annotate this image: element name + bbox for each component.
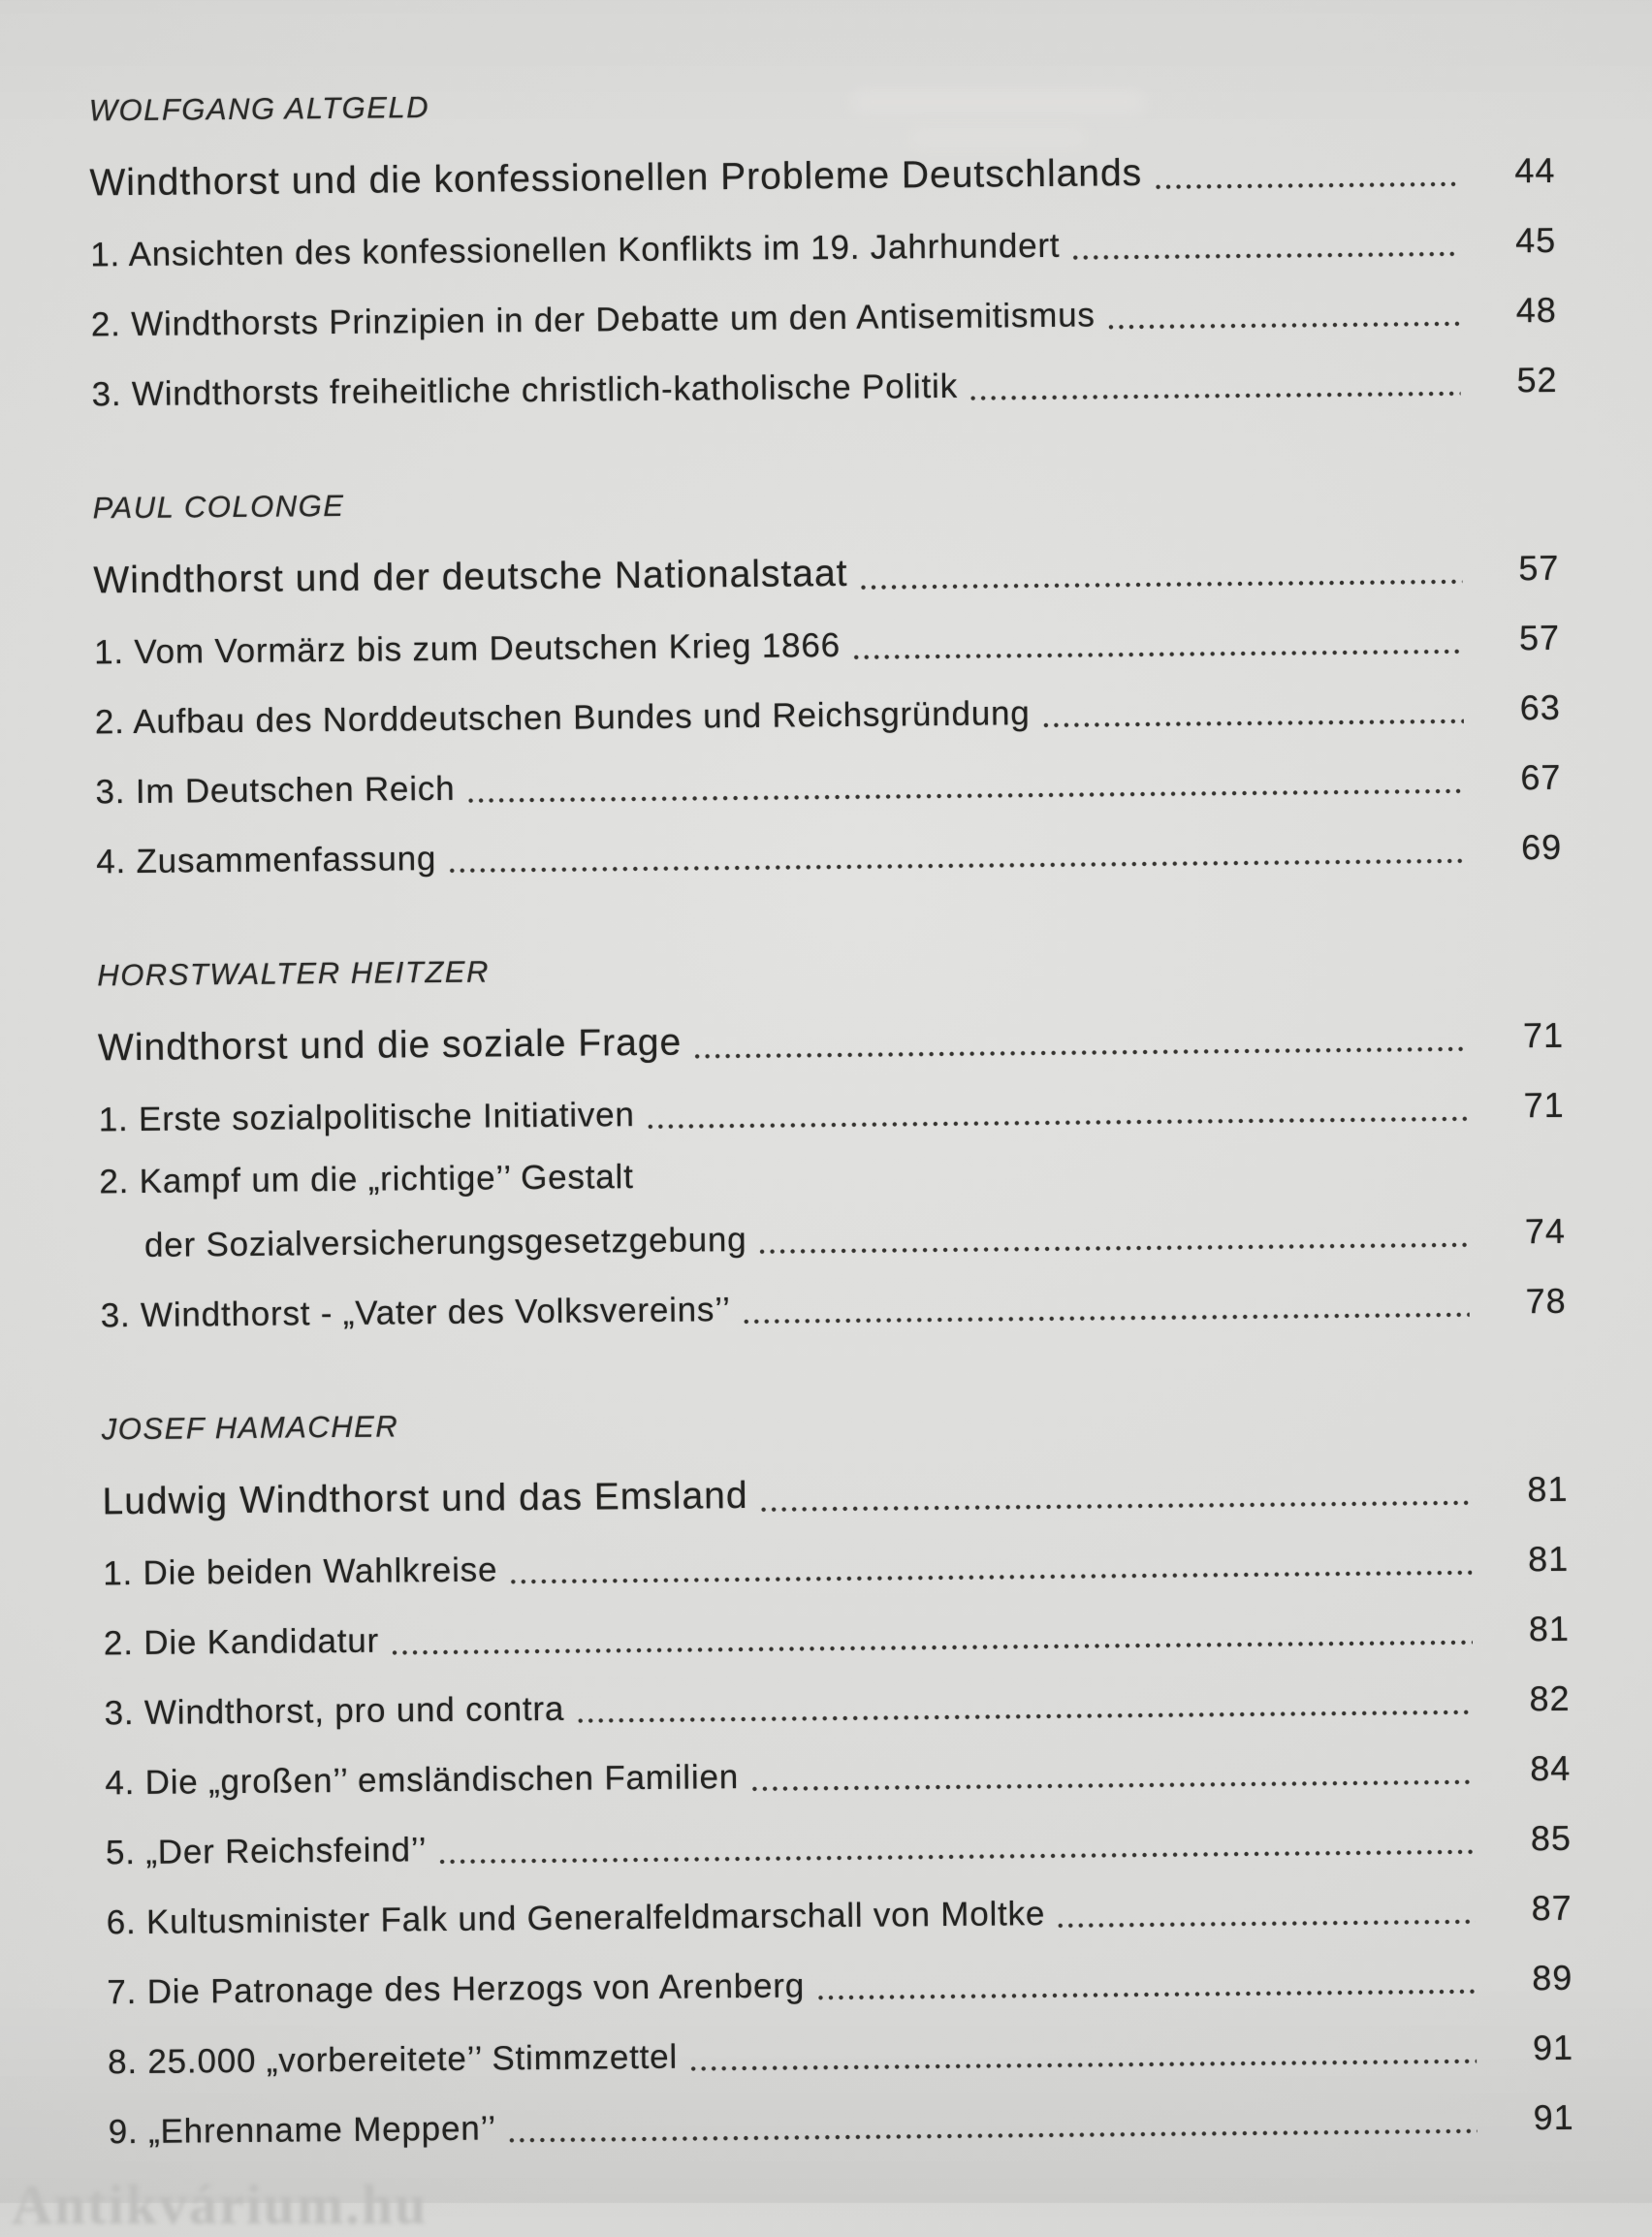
entry-text: 1. Erste sozialpolitische Initiativen (98, 1096, 635, 1139)
page-number: 91 (1533, 2096, 1574, 2138)
page-number: 87 (1531, 1887, 1573, 1929)
dot-leader (969, 390, 1461, 402)
entry-text: Windthorst und der deutsche Nationalstaat (93, 552, 848, 602)
dot-leader (816, 1988, 1476, 2002)
dot-leader (1057, 1918, 1476, 1930)
page-number: 85 (1530, 1817, 1573, 1859)
dot-leader (391, 1639, 1473, 1657)
entry-text: Windthorst und die soziale Frage (97, 1021, 683, 1070)
entry-text: 3. Windthorst - „Vater des Volksvereins’’ (100, 1291, 731, 1335)
page-number: 71 (1522, 1014, 1565, 1056)
page-number: 81 (1528, 1608, 1571, 1649)
page-number: 63 (1519, 687, 1561, 728)
dot-leader (743, 1311, 1470, 1326)
entry-text: 4. Zusammenfassung (96, 839, 437, 881)
dot-leader (1071, 250, 1459, 262)
page-number: 89 (1532, 1957, 1573, 1998)
dot-leader (448, 857, 1465, 875)
page-number: 82 (1529, 1678, 1571, 1719)
toc-section (97, 941, 1567, 1348)
page-number: 67 (1520, 756, 1562, 798)
entry-text: 2. Kampf um die „richtige’’ Gestalt (99, 1158, 634, 1201)
page-number: 84 (1530, 1747, 1572, 1789)
page-number: 71 (1523, 1084, 1565, 1126)
dot-leader (509, 1569, 1472, 1586)
entry-text: 7. Die Patronage des Herzogs von Arenberg (107, 1966, 806, 2012)
entry-text: Windthorst und die konfessionellen Probleme Deutschlands (89, 151, 1143, 205)
entry-text: 3. Windthorst, pro und contra (104, 1689, 565, 1733)
toc (89, 76, 1575, 2224)
entry-text: 3. Im Deutschen Reich (95, 769, 456, 812)
dot-leader (1107, 320, 1460, 331)
page-number: 91 (1532, 2027, 1574, 2068)
toc-entry-row (100, 1264, 1567, 1349)
page-number: 57 (1518, 617, 1561, 658)
page-number: 74 (1524, 1210, 1567, 1252)
page-number: 52 (1516, 359, 1558, 400)
dot-leader (760, 1499, 1472, 1514)
section-author: PAUL COLONGE (92, 488, 345, 526)
dot-leader (438, 1848, 1475, 1866)
entry-text: 2. Windthorsts Prinzipien in der Debatte um den Antisemitismus (90, 296, 1096, 344)
dot-leader (860, 578, 1463, 591)
dot-leader (1042, 718, 1464, 729)
page-number: 69 (1520, 826, 1563, 868)
dot-leader (693, 1045, 1467, 1061)
dot-leader (689, 2058, 1477, 2073)
page-number: 45 (1514, 219, 1557, 261)
entry-text: 3. Windthorsts freiheitliche christlich-katholische Politik (91, 367, 959, 414)
entry-text: 8. 25.000 „vorbereitete’’ Stimmzettel (107, 2037, 679, 2082)
page-number: 44 (1514, 149, 1556, 191)
watermark: Antikvárium.hu (12, 2173, 429, 2236)
page-number: 81 (1527, 1468, 1569, 1510)
toc-section (89, 76, 1558, 427)
section-author: WOLFGANG ALTGELD (88, 90, 430, 128)
entry-text: 4. Die „großen’’ emsländischen Familien (105, 1758, 740, 1803)
page-number: 57 (1518, 547, 1560, 589)
dot-leader (466, 787, 1464, 805)
entry-text: 9. „Ehrenname Meppen’’ (108, 2109, 497, 2152)
dot-leader (759, 1241, 1470, 1256)
toc-section (93, 473, 1563, 894)
entry-text: 1. Die beiden Wahlkreise (103, 1550, 498, 1593)
entry-text: 2. Aufbau des Norddeutschen Bundes und Reichsgründung (94, 694, 1031, 742)
page-number: 78 (1525, 1280, 1567, 1322)
entry-text: 1. Vom Vormärz bis zum Deutschen Krieg 1866 (93, 625, 842, 672)
dot-leader (647, 1115, 1468, 1131)
dot-leader (750, 1778, 1474, 1793)
dot-leader (852, 648, 1463, 661)
dot-leader (576, 1709, 1473, 1725)
toc-entry-row (96, 811, 1563, 895)
section-author: JOSEF HAMACHER (101, 1409, 399, 1447)
entry-text: 2. Die Kandidatur (103, 1621, 380, 1663)
toc-entry-row (108, 2081, 1574, 2165)
toc-section (102, 1394, 1574, 2164)
entry-text: 5. „Der Reichsfeind’’ (105, 1831, 428, 1872)
entry-text: 6. Kultusminister Falk und Generalfeldmarschall von Moltke (106, 1895, 1046, 1942)
entry-text: Ludwig Windthorst und das Emsland (102, 1474, 748, 1523)
dot-leader (1154, 180, 1458, 191)
page-number: 48 (1515, 289, 1558, 331)
entry-text: der Sozialversicherungsgesetzgebung (143, 1220, 747, 1264)
dot-leader (508, 2127, 1477, 2145)
section-author: HORSTWALTER HEITZER (97, 954, 491, 993)
page-number: 81 (1527, 1538, 1570, 1580)
toc-entry-row (91, 343, 1558, 428)
entry-text: 1. Ansichten des konfessionellen Konflikts im 19. Jahrhundert (90, 226, 1061, 274)
